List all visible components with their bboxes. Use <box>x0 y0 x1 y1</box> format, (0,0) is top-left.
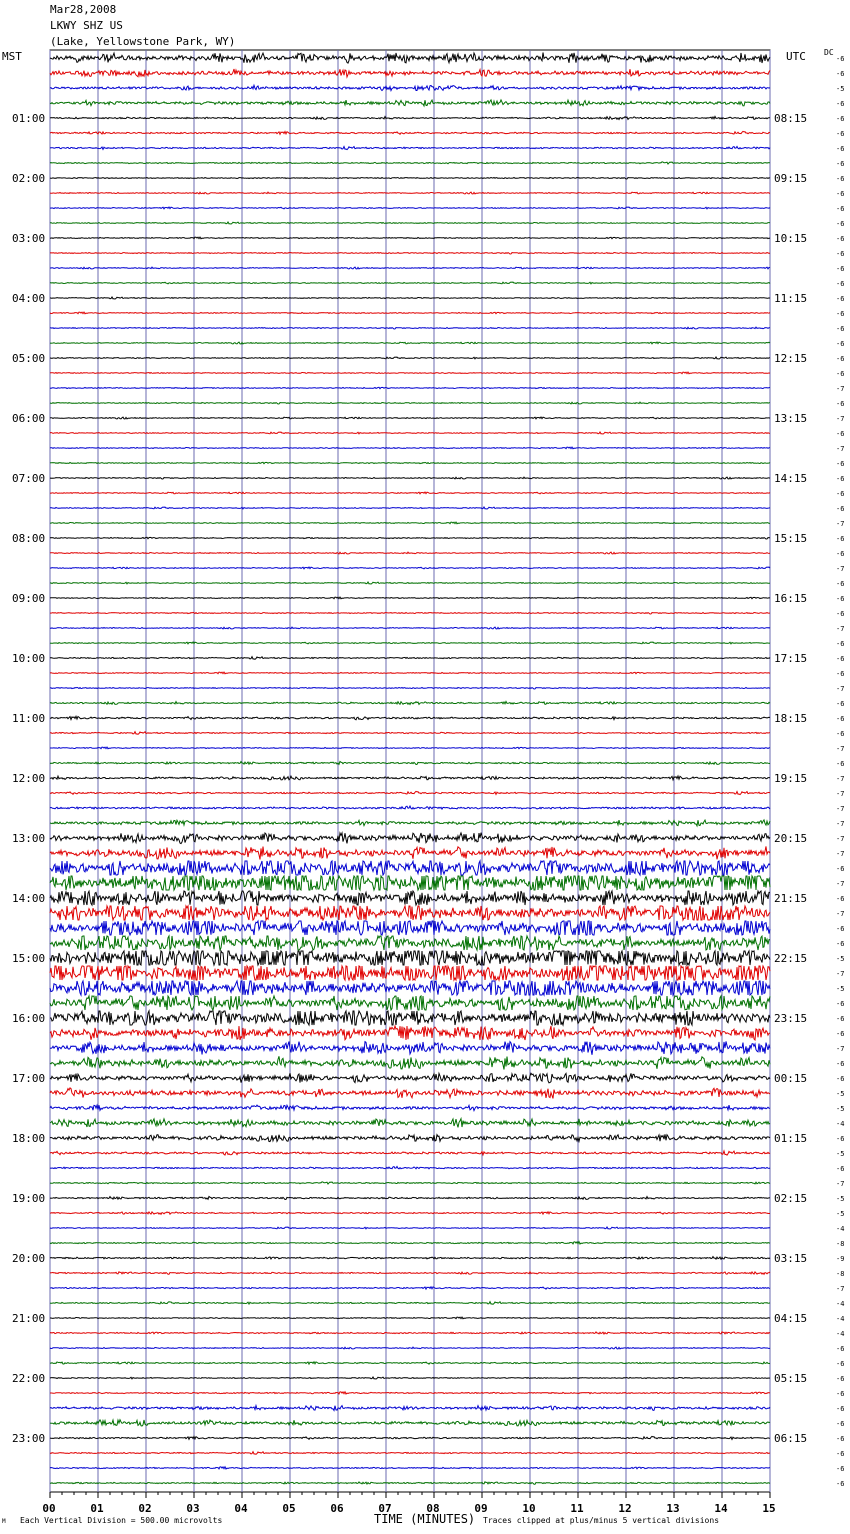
right-hour-label: 22:15 <box>774 952 808 965</box>
right-hour-label: 00:15 <box>774 1072 808 1085</box>
seismic-trace <box>50 1347 770 1349</box>
seismic-trace <box>50 462 770 463</box>
seismic-trace <box>50 1467 770 1469</box>
seismic-trace <box>50 507 770 509</box>
left-hour-label: 11:00 <box>12 712 46 725</box>
seismic-trace <box>50 85 770 90</box>
dc-offset-label: -7 <box>836 415 845 423</box>
right-hour-label: 11:15 <box>774 292 808 305</box>
dc-offset-label: -6 <box>836 400 845 408</box>
left-hour-label: 04:00 <box>12 292 46 305</box>
right-hour-label: 06:15 <box>774 1432 808 1445</box>
dc-offset-label: -6 <box>836 175 845 183</box>
location-label: (Lake, Yellowstone Park, WY) <box>50 35 236 48</box>
seismic-trace <box>50 1151 770 1155</box>
seismic-trace <box>50 1377 770 1379</box>
dc-offset-label: -6 <box>836 1405 845 1413</box>
seismic-trace <box>50 716 770 720</box>
left-hour-label: 02:00 <box>12 172 46 185</box>
dc-offset-label: -6 <box>836 145 845 153</box>
right-hour-label: 19:15 <box>774 772 808 785</box>
seismic-trace <box>50 1420 770 1426</box>
right-hour-label: 02:15 <box>774 1192 808 1205</box>
seismic-trace <box>50 1197 770 1200</box>
x-tick-label: 13 <box>666 1502 680 1515</box>
seismic-trace <box>50 342 770 344</box>
right-hour-label: 16:15 <box>774 592 808 605</box>
seismic-trace <box>50 432 770 434</box>
seismic-trace <box>50 806 770 809</box>
dc-offset-label: -7 <box>836 805 845 813</box>
seismic-trace <box>50 253 770 255</box>
seismic-trace <box>50 447 770 449</box>
seismic-trace <box>50 1452 770 1455</box>
right-hour-label: 23:15 <box>774 1012 808 1025</box>
seismic-trace <box>50 237 770 239</box>
dc-offset-label: -7 <box>836 1045 845 1053</box>
seismic-trace <box>50 1302 770 1305</box>
seismic-trace <box>50 627 770 629</box>
seismic-trace <box>50 567 770 569</box>
seismic-trace <box>50 522 770 524</box>
dc-offset-label: -7 <box>836 835 845 843</box>
dc-offset-label: -6 <box>836 430 845 438</box>
right-hour-label: 12:15 <box>774 352 808 365</box>
dc-offset-label: -6 <box>836 55 845 63</box>
dc-offset-label: -6 <box>836 115 845 123</box>
dc-offset-label: -6 <box>836 190 845 198</box>
seismic-trace <box>50 1073 770 1083</box>
seismic-trace <box>50 701 770 704</box>
clip-note: Traces clipped at plus/minus 5 vertical divisions <box>483 1516 720 1525</box>
dc-offset-label: -6 <box>836 715 845 723</box>
left-hour-label: 18:00 <box>12 1132 46 1145</box>
dc-offset-label: -8 <box>836 1240 845 1248</box>
dc-offset-label: -7 <box>836 880 845 888</box>
dc-offset-label: -6 <box>836 760 845 768</box>
right-hour-label: 21:15 <box>774 892 808 905</box>
dc-offset-label: -6 <box>836 1420 845 1428</box>
seismic-trace <box>50 1167 770 1169</box>
x-tick-label: 01 <box>90 1502 104 1515</box>
seismic-trace <box>50 732 770 735</box>
seismic-trace <box>50 833 770 844</box>
seismic-trace <box>50 642 770 644</box>
seismic-trace <box>50 876 770 890</box>
dc-offset-label: -7 <box>836 625 845 633</box>
dc-offset-label: -6 <box>836 220 845 228</box>
scale-note: Each Vertical Division = 500.00 microvolts <box>20 1516 223 1525</box>
right-hour-label: 14:15 <box>774 472 808 485</box>
left-hour-label: 13:00 <box>12 832 46 845</box>
dc-offset-label: -9 <box>836 1255 845 1263</box>
dc-offset-label: -4 <box>836 1315 845 1323</box>
seismic-trace <box>50 1011 770 1025</box>
dc-offset-label: -6 <box>836 610 845 618</box>
seismic-trace <box>50 178 770 180</box>
dc-offset-label: -6 <box>836 1060 845 1068</box>
seismic-trace <box>50 327 770 329</box>
dc-offset-label: -6 <box>836 1135 845 1143</box>
seismic-trace <box>50 147 770 150</box>
dc-offset-label: -7 <box>836 520 845 528</box>
x-tick-label: 09 <box>474 1502 488 1515</box>
dc-offset-label: -6 <box>836 205 845 213</box>
right-hour-label: 03:15 <box>774 1252 808 1265</box>
dc-offset-label: -7 <box>836 685 845 693</box>
x-tick-label: 12 <box>618 1502 632 1515</box>
dc-offset-label: -4 <box>836 1120 845 1128</box>
left-hour-label: 08:00 <box>12 532 46 545</box>
seismic-trace <box>50 1257 770 1260</box>
dc-offset-label: -6 <box>836 355 845 363</box>
dc-offset-label: -6 <box>836 895 845 903</box>
dc-offset-label: -7 <box>836 850 845 858</box>
dc-offset-label: -6 <box>836 250 845 258</box>
x-tick-label: 15 <box>762 1502 776 1515</box>
left-hour-label: 06:00 <box>12 412 46 425</box>
dc-offset-label: -6 <box>836 160 845 168</box>
x-tick-label: 05 <box>282 1502 296 1515</box>
dc-offset-label: -6 <box>836 580 845 588</box>
station-label: LKWY SHZ US <box>50 19 123 32</box>
corner-mark: M <box>2 1518 6 1525</box>
x-axis-label: TIME (MINUTES) <box>374 1512 476 1526</box>
dc-offset-label: -6 <box>836 1000 845 1008</box>
dc-offset-label: -5 <box>836 1195 845 1203</box>
seismic-trace <box>50 552 770 554</box>
seismic-trace <box>50 477 770 479</box>
dc-offset-label: -5 <box>836 1105 845 1113</box>
x-tick-label: 00 <box>42 1502 56 1515</box>
dc-offset-label: -6 <box>836 640 845 648</box>
seismic-trace <box>50 762 770 765</box>
dc-offset-label: -6 <box>836 1015 845 1023</box>
seismic-trace <box>50 1332 770 1334</box>
dc-offset-label: -6 <box>836 1480 845 1488</box>
seismic-trace <box>50 1119 770 1128</box>
dc-label: DC <box>824 48 834 57</box>
dc-offset-label: -7 <box>836 910 845 918</box>
seismic-trace <box>50 1134 770 1141</box>
seismic-trace <box>50 1105 770 1111</box>
seismic-trace <box>50 1392 770 1394</box>
dc-offset-label: -6 <box>836 1465 845 1473</box>
dc-offset-label: -6 <box>836 505 845 513</box>
left-hour-label: 14:00 <box>12 892 46 905</box>
right-hour-label: 13:15 <box>774 412 808 425</box>
x-tick-label: 04 <box>234 1502 248 1515</box>
seismic-trace <box>50 492 770 494</box>
x-tick-label: 11 <box>570 1502 584 1515</box>
dc-offset-label: -4 <box>836 1300 845 1308</box>
dc-offset-label: -6 <box>836 1390 845 1398</box>
right-hour-label: 10:15 <box>774 232 808 245</box>
left-hour-label: 10:00 <box>12 652 46 665</box>
seismic-trace <box>50 747 770 749</box>
dc-offset-label: -4 <box>836 1330 845 1338</box>
x-tick-label: 08 <box>426 1502 440 1515</box>
dc-offset-label: -5 <box>836 1210 845 1218</box>
right-hour-label: 09:15 <box>774 172 808 185</box>
dc-offset-label: -6 <box>836 460 845 468</box>
seismic-trace <box>50 297 770 299</box>
seismic-trace <box>50 672 770 674</box>
seismic-trace <box>50 417 770 419</box>
dc-offset-label: -6 <box>836 655 845 663</box>
x-tick-label: 14 <box>714 1502 728 1515</box>
dc-offset-label: -6 <box>836 1360 845 1368</box>
dc-offset-label: -6 <box>836 1375 845 1383</box>
seismic-trace <box>50 100 770 106</box>
left-hour-label: 21:00 <box>12 1312 46 1325</box>
dc-offset-label: -6 <box>836 475 845 483</box>
right-hour-label: 20:15 <box>774 832 808 845</box>
dc-offset-label: -6 <box>836 925 845 933</box>
dc-offset-label: -6 <box>836 865 845 873</box>
dc-offset-label: -6 <box>836 340 845 348</box>
dc-offset-label: -6 <box>836 130 845 138</box>
date-label: Mar28,2008 <box>50 3 117 16</box>
dc-offset-label: -4 <box>836 1225 845 1233</box>
seismic-trace <box>50 387 770 388</box>
dc-offset-label: -6 <box>836 1165 845 1173</box>
seismic-trace <box>50 1088 770 1099</box>
seismic-trace <box>50 1182 770 1184</box>
seismic-trace <box>50 996 770 1010</box>
x-tick-label: 02 <box>138 1502 152 1515</box>
dc-offset-label: -6 <box>836 700 845 708</box>
left-hour-label: 20:00 <box>12 1252 46 1265</box>
left-hour-label: 22:00 <box>12 1372 46 1385</box>
seismic-trace <box>50 222 770 224</box>
dc-offset-label: -6 <box>836 535 845 543</box>
dc-offset-label: -5 <box>836 1090 845 1098</box>
seismic-trace <box>50 776 770 780</box>
seismic-trace <box>50 1056 770 1069</box>
dc-offset-label: -6 <box>836 295 845 303</box>
left-hour-label: 23:00 <box>12 1432 46 1445</box>
seismic-trace <box>50 357 770 359</box>
seismic-trace <box>50 891 770 905</box>
seismic-trace <box>50 1317 770 1319</box>
seismic-trace <box>50 53 770 64</box>
dc-offset-label: -6 <box>836 670 845 678</box>
left-hour-label: 15:00 <box>12 952 46 965</box>
left-hour-label: 05:00 <box>12 352 46 365</box>
dc-offset-label: -6 <box>836 595 845 603</box>
trace-layer <box>50 53 770 1485</box>
x-tick-label: 07 <box>378 1502 392 1515</box>
left-hour-label: 01:00 <box>12 112 46 125</box>
seismic-trace <box>50 402 770 404</box>
dc-offset-label: -6 <box>836 70 845 78</box>
seismic-trace <box>50 951 770 965</box>
seismic-trace <box>50 267 770 269</box>
seismic-trace <box>50 582 770 584</box>
dc-offset-label: -5 <box>836 955 845 963</box>
left-hour-label: 16:00 <box>12 1012 46 1025</box>
dc-offset-label: -7 <box>836 445 845 453</box>
dc-offset-label: -6 <box>836 280 845 288</box>
seismic-trace <box>50 687 770 689</box>
seismic-trace <box>50 1406 770 1411</box>
right-hour-label: 17:15 <box>774 652 808 665</box>
seismic-trace <box>50 846 770 859</box>
dc-offset-label: -6 <box>836 1435 845 1443</box>
dc-offset-label: -7 <box>836 970 845 978</box>
left-hour-label: 09:00 <box>12 592 46 605</box>
right-hour-label: 04:15 <box>774 1312 808 1325</box>
dc-offset-label: -6 <box>836 235 845 243</box>
seismic-trace <box>50 1287 770 1289</box>
seismic-trace <box>50 921 770 935</box>
seismic-trace <box>50 906 770 920</box>
seismic-trace <box>50 131 770 134</box>
dc-offset-label: -6 <box>836 730 845 738</box>
dc-offset-label: -7 <box>836 1285 845 1293</box>
seismic-trace <box>50 207 770 209</box>
seismic-trace <box>50 1482 770 1484</box>
seismic-trace <box>50 1026 770 1040</box>
x-tick-label: 10 <box>522 1502 536 1515</box>
dc-offset-label: -5 <box>836 85 845 93</box>
seismic-trace <box>50 1212 770 1215</box>
right-hour-label: 01:15 <box>774 1132 808 1145</box>
dc-offset-label: -5 <box>836 985 845 993</box>
seismic-trace <box>50 312 770 314</box>
dc-offset-label: -7 <box>836 775 845 783</box>
seismic-trace <box>50 861 770 875</box>
dc-offset-label: -6 <box>836 1075 845 1083</box>
dc-offset-label: -8 <box>836 1270 845 1278</box>
seismic-trace <box>50 116 770 119</box>
right-hour-label: 18:15 <box>774 712 808 725</box>
dc-offset-label: -7 <box>836 385 845 393</box>
dc-offset-label: -6 <box>836 1450 845 1458</box>
seismic-trace <box>50 657 770 660</box>
left-timezone-label: MST <box>2 50 22 63</box>
dc-offset-label: -7 <box>836 565 845 573</box>
seismic-trace <box>50 612 770 614</box>
dc-offset-label: -7 <box>836 790 845 798</box>
seismic-trace <box>50 1242 770 1244</box>
seismic-trace <box>50 597 770 599</box>
seismic-trace <box>50 372 770 374</box>
dc-offset-label: -6 <box>836 100 845 108</box>
seismic-trace <box>50 192 770 194</box>
dc-offset-label: -5 <box>836 1150 845 1158</box>
right-hour-label: 15:15 <box>774 532 808 545</box>
seismic-trace <box>50 69 770 77</box>
left-hour-label: 19:00 <box>12 1192 46 1205</box>
seismic-trace <box>50 282 770 284</box>
left-hour-label: 12:00 <box>12 772 46 785</box>
left-hour-label: 17:00 <box>12 1072 46 1085</box>
right-hour-label: 08:15 <box>774 112 808 125</box>
dc-offset-label: -6 <box>836 325 845 333</box>
plot-frame <box>50 50 770 1492</box>
seismic-trace <box>50 1041 770 1054</box>
x-tick-label: 03 <box>186 1502 200 1515</box>
dc-offset-label: -7 <box>836 820 845 828</box>
dc-offset-label: -6 <box>836 310 845 318</box>
dc-offset-label: -6 <box>836 1030 845 1038</box>
right-timezone-label: UTC <box>786 50 806 63</box>
dc-offset-label: -6 <box>836 1345 845 1353</box>
dc-offset-label: -6 <box>836 490 845 498</box>
left-hour-label: 07:00 <box>12 472 46 485</box>
seismic-trace <box>50 1272 770 1275</box>
seismic-trace <box>50 791 770 794</box>
seismic-trace <box>50 936 770 950</box>
dc-offset-label: -7 <box>836 1180 845 1188</box>
seismic-trace <box>50 966 770 980</box>
seismic-trace <box>50 1227 770 1229</box>
dc-offset-label: -6 <box>836 940 845 948</box>
dc-offset-label: -7 <box>836 745 845 753</box>
dc-offset-label: -6 <box>836 265 845 273</box>
dc-offset-label: -6 <box>836 370 845 378</box>
left-hour-label: 03:00 <box>12 232 46 245</box>
seismic-trace <box>50 1362 770 1364</box>
seismic-trace <box>50 537 770 539</box>
right-hour-label: 05:15 <box>774 1372 808 1385</box>
seismic-trace <box>50 1436 770 1439</box>
dc-offset-label: -6 <box>836 550 845 558</box>
seismic-trace <box>50 981 770 995</box>
seismic-trace <box>50 162 770 164</box>
x-tick-label: 06 <box>330 1502 344 1515</box>
label-layer <box>12 55 844 1515</box>
seismic-trace <box>50 820 770 826</box>
